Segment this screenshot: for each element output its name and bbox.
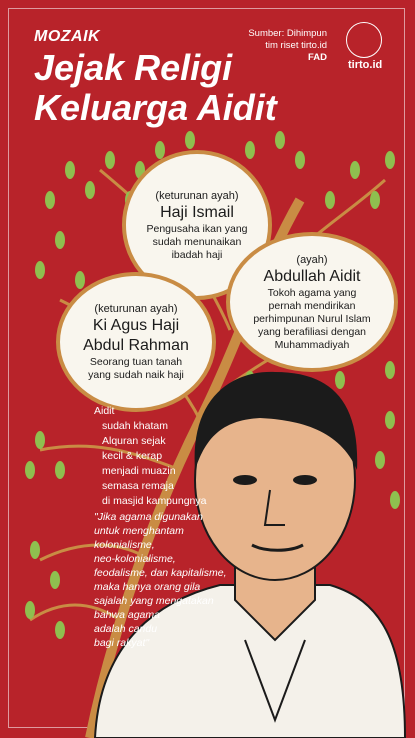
aidit-line: kecil & kerap <box>102 450 163 462</box>
quote-line: bagi rakyat" <box>94 637 150 649</box>
aidit-line: Alquran sejak <box>102 435 166 447</box>
quote-line: neo-kolonialisme, <box>94 553 176 565</box>
bubble-name: Abdullah Aidit <box>263 267 361 285</box>
quote-line: bahwa agama <box>94 609 160 621</box>
portrait-left-eye <box>233 475 257 485</box>
quote-line: maka hanya orang gila <box>94 581 201 593</box>
tirto-logo-icon <box>346 22 382 58</box>
author-credit: FAD <box>308 52 327 63</box>
bubble-desc-line: yang berafiliasi dengan <box>258 325 366 338</box>
title-line-1: Jejak Religi <box>34 47 233 88</box>
quote-line: feodalisme, dan kapitalisme, <box>94 567 227 579</box>
aidit-line: menjadi muazin <box>102 465 176 477</box>
bubble-desc <box>88 356 184 382</box>
source-line-2: tim riset tirto.id <box>265 40 327 51</box>
aidit-line: Aidit <box>94 405 115 417</box>
title-line-2: Keluarga Aidit <box>34 87 277 128</box>
bubble-desc-line: Muhammadiyah <box>274 338 350 351</box>
aidit-line: sudah khatam <box>102 420 168 432</box>
bubble-desc <box>253 287 370 352</box>
brand-label: MOZAIK <box>34 28 101 45</box>
bubble-desc-line: sudah menunaikan <box>152 235 242 248</box>
bubble-name: Haji Ismail <box>160 203 234 221</box>
quote-line: kolonialisme, <box>94 539 155 551</box>
bubble-relation: (ayah) <box>296 253 328 266</box>
bubble-desc-line: Seorang tuan tanah <box>89 356 183 368</box>
quote-line: untuk menghantam <box>94 525 184 537</box>
bubble-relation: (keturunan ayah) <box>94 303 178 315</box>
bubble-desc <box>147 223 248 262</box>
source-line-1: Sumber: Dihimpun <box>248 28 327 39</box>
bubble-desc-line: perhimpunan Nurul Islam <box>253 312 371 325</box>
bubble-desc-line: Tokoh agama yang <box>267 286 357 299</box>
portrait-right-eye <box>293 475 317 485</box>
bubble-name: Ki Agus Haji <box>92 317 180 334</box>
bubble-desc-line: pernah mendirikan <box>268 299 356 312</box>
bubble-name: Abdul Rahman <box>83 337 189 354</box>
bubble-desc-line: Pengusaha ikan yang <box>146 222 248 235</box>
bubble-ki-agus <box>56 272 216 412</box>
bubble-desc-line: ibadah haji <box>171 248 223 261</box>
aidit-line: di masjid kampungnya <box>102 495 207 507</box>
quote-line: adalah candu <box>94 623 158 635</box>
source-credit <box>248 28 327 52</box>
bubble-abdullah-aidit <box>226 232 398 372</box>
aidit-quote <box>94 510 227 650</box>
tirto-logo-text: tirto.id <box>348 59 383 71</box>
page-title <box>34 48 277 128</box>
bubble-relation: (keturunan ayah) <box>155 189 239 202</box>
aidit-line: semasa remaja <box>102 480 174 492</box>
bubble-desc-line: yang sudah naik haji <box>88 369 184 381</box>
quote-line: sajalah yang mengatakan <box>94 595 214 607</box>
aidit-description <box>94 404 206 509</box>
quote-line: "Jika agama digunakan <box>94 511 203 523</box>
